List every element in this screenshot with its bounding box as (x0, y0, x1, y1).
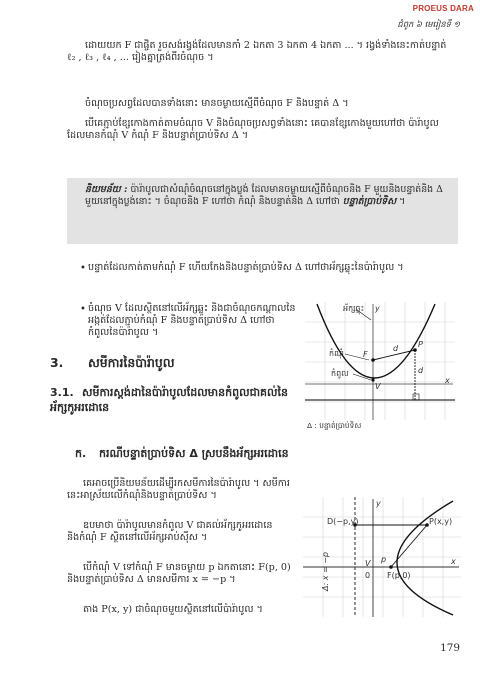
bullet-vertex: ចំណុច V ដែលស្ថិតនៅលើអ័ក្សឆ្លុះ និងជាចំណុចកណ្ដាលនៃអង្កត់ដែលភ្ជាប់កំណុំ F និងបន្ទាត់ប្រាប់ទិស Δ ហៅថា កំពូលនៃប៉ារ៉ាបូល ។ (88, 303, 296, 338)
vertex-v-label: V (375, 382, 381, 391)
definition-box (67, 178, 458, 244)
body-paragraph-1: គេអាចប្រើនិយមន័យដើម្បីរកសមីការនៃប៉ារ៉ាបូល ។ សមីការនេះអាស្រ័យលើកំណុំនិងបន្ទាត់ប្រាប់ទិស ។ (67, 478, 290, 501)
coordinate-parabola-diagram (303, 497, 461, 617)
page-number: 179 (440, 642, 460, 654)
x-label: x (445, 376, 450, 385)
y-label: y (375, 304, 380, 313)
section-3-heading (50, 355, 350, 371)
chapter-heading: ជំពូក ៦ មេរៀនទី ១ (397, 19, 460, 29)
section-3-1-heading (50, 386, 320, 416)
definition-term: បន្ទាត់ប្រាប់ទិស (342, 195, 397, 207)
distance-d-label-2: d (418, 366, 424, 375)
directrix-equation-label: Δ: x = −p (321, 551, 330, 591)
bullet-dot: • (80, 304, 86, 315)
definition-label: និយមន័យ : (85, 184, 128, 195)
brand-tab: PROEUS DARA (396, 2, 480, 16)
focus-word-label: កំណុំ (329, 349, 344, 358)
distance-d-label-1: d (393, 344, 399, 353)
x-label: x (451, 557, 456, 566)
subsection-a-number: ក. (75, 447, 87, 460)
origin-label: 0 (365, 571, 371, 580)
body-paragraph-2: ឧបមាថា ប៉ារ៉ាបូលមានកំពូល V ជាគល់អ័ក្សកូអរដោនេ និងកំណុំ F ស្ថិតនៅលើអ័ក្សអាប់ស៊ីស ។ (67, 520, 273, 543)
subsection-a-heading (75, 447, 375, 461)
axis-of-symmetry-label: អ័ក្សឆ្លុះ (343, 304, 365, 313)
focus-f-label: F (363, 350, 368, 359)
y-label: y (376, 499, 381, 508)
section-3-1-number: 3.1. (50, 386, 74, 399)
section-3-1-title: សមីការស្តង់ដានៃប៉ារ៉ាបូលដែលមានកំពូលជាគល់នៃអ័ក្សកូអរដោនេ (50, 386, 288, 414)
vertex-word-label: កំពូល (331, 369, 349, 378)
body-paragraph-4: តាង P(x, y) ជាចំណុចមួយស្ថិតនៅលើប៉ារ៉ាបូល ។ (83, 604, 263, 615)
subsection-a-title: ករណីបន្ទាត់ប្រាប់ទិស Δ ស្របនឹងអ័ក្សអរដោនេ (99, 447, 289, 460)
definition-text: ប៉ារ៉ាបូលជាសំណុំចំណុចនៅក្នុងប្លង់ ដែលមានចម្ងាយស្មើពីចំណុចនិង F មួយនិងបន្ទាត់និង Δ មួយនៅក្នុងប្លង់នោះ ។ ចំណុចនិង F ហៅថា កំណុំ និងបន្ទាត់និង Δ ហៅថា (85, 184, 443, 207)
point-p-label: P (418, 340, 423, 349)
directrix-caption: Δ : បន្ទាត់ប្រាប់ទិស (307, 421, 362, 430)
intro-paragraph-2: ចំណុចប្រសព្វដែលបានទាំងនោះ មានចម្ងាយស្មើពីចំណុច F និងបន្ទាត់ Δ ។ (85, 98, 349, 109)
bullet-dot: • (80, 263, 86, 274)
bullet-axis: បន្ទាត់ដែលកាត់តាមកំណុំ F ហើយកែងនិងបន្ទាត់ប្រាប់ទិស Δ ហៅថាអ័ក្សឆ្លុះនៃប៉ារ៉ាបូល ។ (88, 262, 404, 273)
body-paragraph-3: បើកំណុំ V ទៅកំណុំ F មានចម្ងាយ p ឯកតានោះ F(p, 0) និងបន្ទាត់ប្រាប់ទិស Δ មានសមីការ x = −p ។ (67, 562, 291, 585)
section-3-number: 3. (50, 355, 64, 370)
vertex-label: V (365, 559, 371, 568)
point-p-label: P(x,y) (429, 517, 453, 526)
definition-end: ។ (399, 195, 406, 207)
section-3-title: សមីការនៃប៉ារ៉ាបូល (88, 355, 175, 370)
focus-label: F(p,0) (387, 571, 411, 580)
p-label: p (381, 555, 387, 564)
intro-paragraph-1: ដោយយក F ជាផ្ចិត រួចសង់រង្វង់ដែលមានកាំ 2 ឯកតា 3 ឯកតា 4 ឯកតា ... ។ រង្វង់ទាំងនេះកាត់បន្ទាត់ ℓ₂ , ℓ₃ , ℓ₄ , ... រៀងគ្នាត្រង់ពីរចំណុច ។ (67, 40, 447, 63)
point-d-label: D(−p,y) (327, 517, 359, 526)
intro-paragraph-3: បើគេភ្ជាប់ខ្សែកោងកាត់តាមចំណុច V និងចំណុចប្រសព្វទាំងនោះ គេបានខ្សែកោងមួយហៅថា ប៉ារ៉ាបូលដែលមានកំណុំ V កំណុំ F និងបន្ទាត់ប្រាប់ទិស Δ ។ (67, 118, 439, 141)
